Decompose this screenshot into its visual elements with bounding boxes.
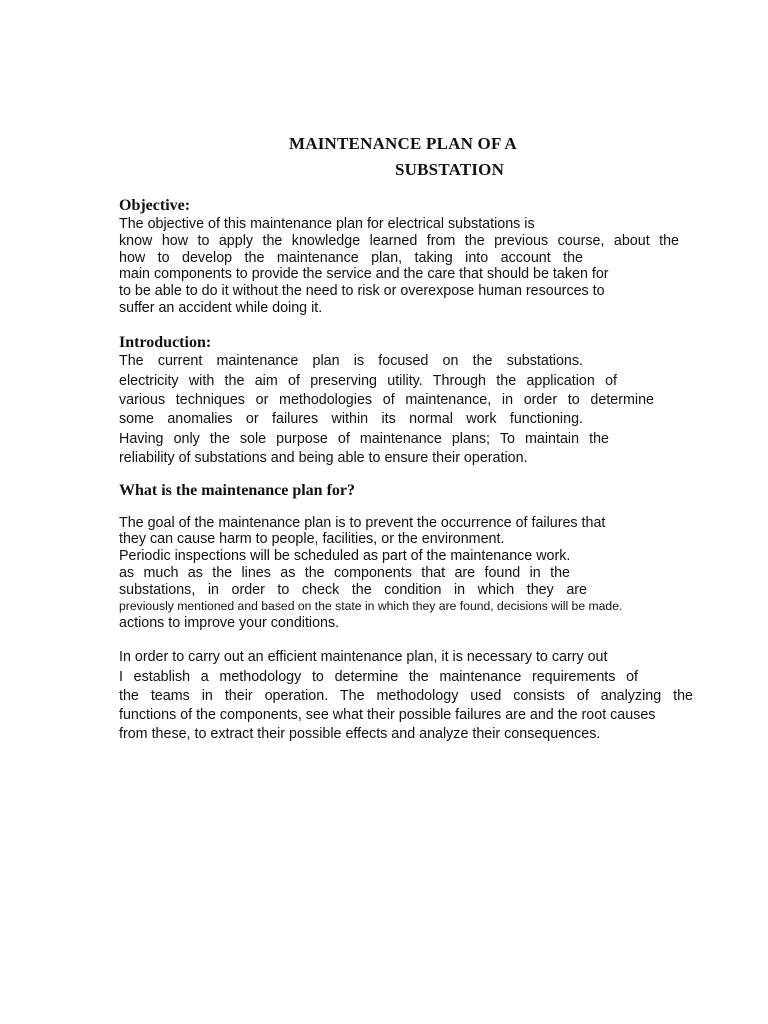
introduction-line: various techniques or methodologies of maintenance, in order to determine [119, 392, 654, 408]
purpose-line: as much as the lines as the components that are found in the [119, 565, 570, 581]
objective-line: The objective of this maintenance plan for electrical substations is [119, 216, 535, 232]
objective-line: to be able to do it without the need to risk or overexpose human resources to [119, 283, 605, 299]
document-title-line-1: MAINTENANCE PLAN OF A [289, 134, 517, 153]
introduction-line: some anomalies or failures within its normal work functioning. [119, 411, 583, 427]
purpose-line: they can cause harm to people, facilities, or the environment. [119, 531, 505, 547]
objective-heading: Objective: [119, 197, 191, 214]
introduction-line: Having only the sole purpose of maintenance plans; To maintain the [119, 431, 609, 447]
methodology-line: the teams in their operation. The methodology used consists of analyzing the [119, 688, 693, 704]
methodology-line: functions of the components, see what their possible failures are and the root causes [119, 707, 656, 723]
purpose-line: substations, in order to check the condition in which they are [119, 582, 587, 598]
purpose-line: previously mentioned and based on the state in which they are found, decisions will be made. [119, 599, 623, 613]
purpose-line: Periodic inspections will be scheduled as part of the maintenance work. [119, 548, 571, 564]
objective-line: how to develop the maintenance plan, taking into account the [119, 250, 583, 266]
introduction-line: electricity with the aim of preserving utility. Through the application of [119, 373, 617, 389]
purpose-line: actions to improve your conditions. [119, 615, 340, 631]
introduction-heading: Introduction: [119, 334, 212, 351]
methodology-line: In order to carry out an efficient maintenance plan, it is necessary to carry out [119, 649, 608, 665]
introduction-line: The current maintenance plan is focused on the substations. [119, 353, 583, 369]
purpose-line: The goal of the maintenance plan is to prevent the occurrence of failures that [119, 515, 606, 531]
purpose-heading: What is the maintenance plan for? [119, 482, 355, 499]
objective-line: know how to apply the knowledge learned from the previous course, about the [119, 233, 679, 249]
methodology-line: from these, to extract their possible effects and analyze their consequences. [119, 726, 601, 742]
introduction-line: reliability of substations and being able to ensure their operation. [119, 450, 528, 466]
objective-line: main components to provide the service and the care that should be taken for [119, 266, 609, 282]
objective-line: suffer an accident while doing it. [119, 300, 323, 316]
methodology-line: I establish a methodology to determine the maintenance requirements of [119, 669, 638, 685]
document-title-line-2: SUBSTATION [395, 160, 505, 179]
